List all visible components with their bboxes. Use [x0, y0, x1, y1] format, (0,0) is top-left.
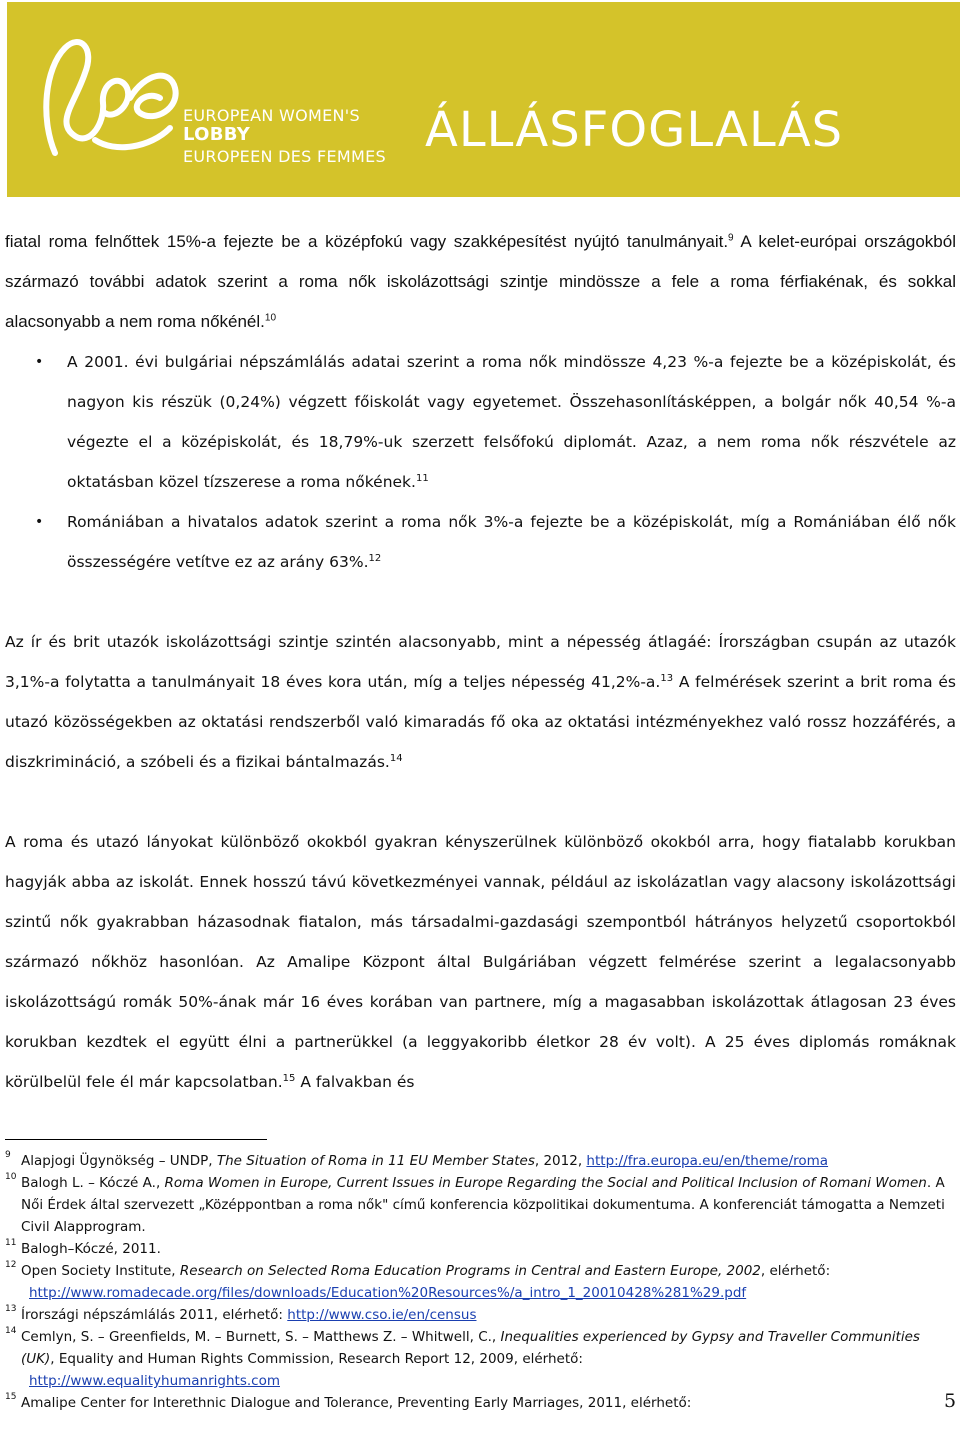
footnote-text: Amalipe Center for Interethnic Dialogue and Tolerance, Preventing Early Marriages, 2011, elérhető: [21, 1395, 692, 1411]
footnote-text: . A Női Érdek által szervezett „Középpontban a roma nők" című konferencia közpolitikai dokumentuma. A konferenciát támogatta a Nemzeti Civil Alapprogram. [21, 1175, 945, 1235]
header-banner [7, 2, 960, 197]
footnote-title: Inequalities experienced by Gypsy and Traveller Communities (UK) [21, 1329, 920, 1367]
footnote-divider [5, 1139, 267, 1140]
footnote-number: 13 [5, 1304, 17, 1314]
footnote-text: Balogh L. – Kóczé A., [21, 1175, 165, 1191]
footnote-ref-10[interactable]: 10 [264, 312, 277, 324]
footnote-text: Cemlyn, S. – Greenfields, M. – Burnett, S. – Matthews Z. – Whitwell, C., [21, 1329, 501, 1345]
paragraph-3-text-b: A falvakban és [295, 1073, 415, 1091]
footnote-15 [5, 1392, 945, 1414]
paragraph-1 [5, 222, 956, 342]
paragraph-3-text-a: A roma és utazó lányokat különböző okokból gyakran kényszerülnek különböző okokból arra, hogy fiatalabb korukban hagyják abba az iskolát. Ennek hosszú távú következményei vannak, például az iskolázatlan vagy alacsony iskolázottsági szintű nők gyakrabban házasodnak fiatalon, más társadalmi-gazdasági szempontból hátrányos helyzetű csoportokból származó nőkhöz hasonlóan. Az Amalipe Központ által Bulgáriában végzett felmérése szerint a legalacsonyabb iskolázottságú romák 50%-ának már 16 éves korában van partnere, míg a magasabban iskolázottak átlagosan 23 éves korukban kezdtek el együtt élni a partnerükkel (a leggyakoribb életkor 28 év volt). A 25 éves diplomás romáknak körülbelül fele él már kapcsolatban. [5, 833, 956, 1091]
footnote-ref-12[interactable]: 12 [368, 552, 382, 564]
footnote-number: 15 [5, 1392, 17, 1402]
footnote-10 [5, 1172, 945, 1238]
list-item [5, 502, 956, 582]
footnote-13 [5, 1304, 945, 1326]
page-number: 5 [944, 1390, 957, 1412]
footnote-number: 12 [5, 1260, 17, 1270]
org-name-line-1: EUROPEAN WOMEN'S [183, 106, 360, 125]
footnote-12 [5, 1260, 945, 1304]
list-item [5, 342, 956, 502]
paragraph-1-text-b: A kelet-európai országokból származó további adatok szerint a roma nők iskolázottsági szintje mindössze a fele a roma férfiakénak, és sokkal alacsonyabb a nem roma nőkénél. [5, 232, 956, 331]
footnote-text: Alapjogi Ügynökség – UNDP, [21, 1153, 217, 1169]
footnote-link[interactable]: http://www.equalityhumanrights.com [29, 1373, 280, 1389]
footnote-title: The Situation of Roma in 11 EU Member States [216, 1153, 535, 1169]
paragraph-2-text-a: Az ír és brit utazók iskolázottsági szintje szintén alacsonyabb, mint a népesség átlagáé: Írországban csupán az utazók 3,1%-a folytatta a tanulmányait 18 éves kora után, míg a teljes népesség 41,2%-a. [5, 633, 956, 691]
footnote-number: 9 [5, 1150, 11, 1160]
footnote-text: , elérhető: [760, 1263, 831, 1279]
page-title: ÁLLÁSFOGLALÁS [425, 102, 844, 158]
footnote-link[interactable]: http://www.cso.ie/en/census [287, 1307, 477, 1323]
paragraph-1-text-a: fiatal roma felnőttek 15%-a fejezte be a középfokú vagy szakképesítést nyújtó tanulmányait. [5, 232, 729, 251]
paragraph-3 [5, 822, 956, 1102]
footnote-number: 10 [5, 1172, 17, 1182]
paragraph-2 [5, 622, 956, 782]
org-name-line-3: EUROPEEN DES FEMMES [183, 147, 387, 166]
footnote-ref-14[interactable]: 14 [389, 752, 403, 764]
footnote-14 [5, 1326, 945, 1392]
org-name-line-2: LOBBY [183, 124, 251, 145]
footnote-number: 14 [5, 1326, 17, 1336]
bullet-list [5, 342, 956, 582]
ewl-logo-icon [35, 28, 185, 168]
bullet-1-text: A 2001. évi bulgáriai népszámlálás adatai szerint a roma nők mindössze 4,23 %-a fejezte be a középiskolát, és nagyon kis részük (0,24%) végzett főiskolát vagy egyetemet. Összehasonlításképpen, a bolgár nők 40,54 %-a végezte el a középiskolát, és 18,79%-uk szerzett felsőfokú diplomát. Azaz, a nem roma nők részvétele az oktatásban közel tízszerese a roma nőkének. [67, 353, 956, 491]
footnote-text: Balogh–Kóczé, 2011. [21, 1241, 161, 1257]
footnote-text: Open Society Institute, [21, 1263, 180, 1279]
footnotes [5, 1150, 945, 1414]
footnote-9 [5, 1150, 945, 1172]
footnote-11 [5, 1238, 945, 1260]
footnote-link[interactable]: http://www.romadecade.org/files/downloads/Education%20Resources%/a_intro_1_20010428%281%29.pdf [29, 1285, 747, 1301]
footnote-ref-13[interactable]: 13 [660, 672, 674, 684]
footnote-ref-11[interactable]: 11 [415, 472, 429, 484]
main-text [5, 222, 956, 1102]
footnote-link[interactable]: http://fra.europa.eu/en/theme/roma [586, 1153, 829, 1169]
footnote-text: , Equality and Human Rights Commission, Research Report 12, 2009, elérhető: [50, 1351, 583, 1367]
footnote-ref-9[interactable]: 9 [728, 232, 734, 244]
footnote-number: 11 [5, 1238, 17, 1248]
footnote-text: , 2012, [534, 1153, 587, 1169]
footnote-title: Roma Women in Europe, Current Issues in Europe Regarding the Social and Political Inclusion of Romani Women [164, 1175, 927, 1191]
footnote-title: Research on Selected Roma Education Programs in Central and Eastern Europe, 2002 [179, 1263, 761, 1279]
bullet-2-text: Romániában a hivatalos adatok szerint a roma nők 3%-a fejezte be a középiskolát, míg a Romániában élő nők összességére vetítve ez az arány 63%. [67, 513, 956, 571]
paragraph-2-text-b: A felmérések szerint a brit roma és utazó közösségekben az oktatási rendszerből való kimaradás fő oka az oktatási intézményekhez való rossz hozzáférés, a diszkrimináció, a szóbeli és a fizikai bántalmazás. [5, 673, 956, 771]
footnote-ref-15[interactable]: 15 [282, 1072, 296, 1084]
footnote-text: Írországi népszámlálás 2011, elérhető: [21, 1307, 288, 1323]
